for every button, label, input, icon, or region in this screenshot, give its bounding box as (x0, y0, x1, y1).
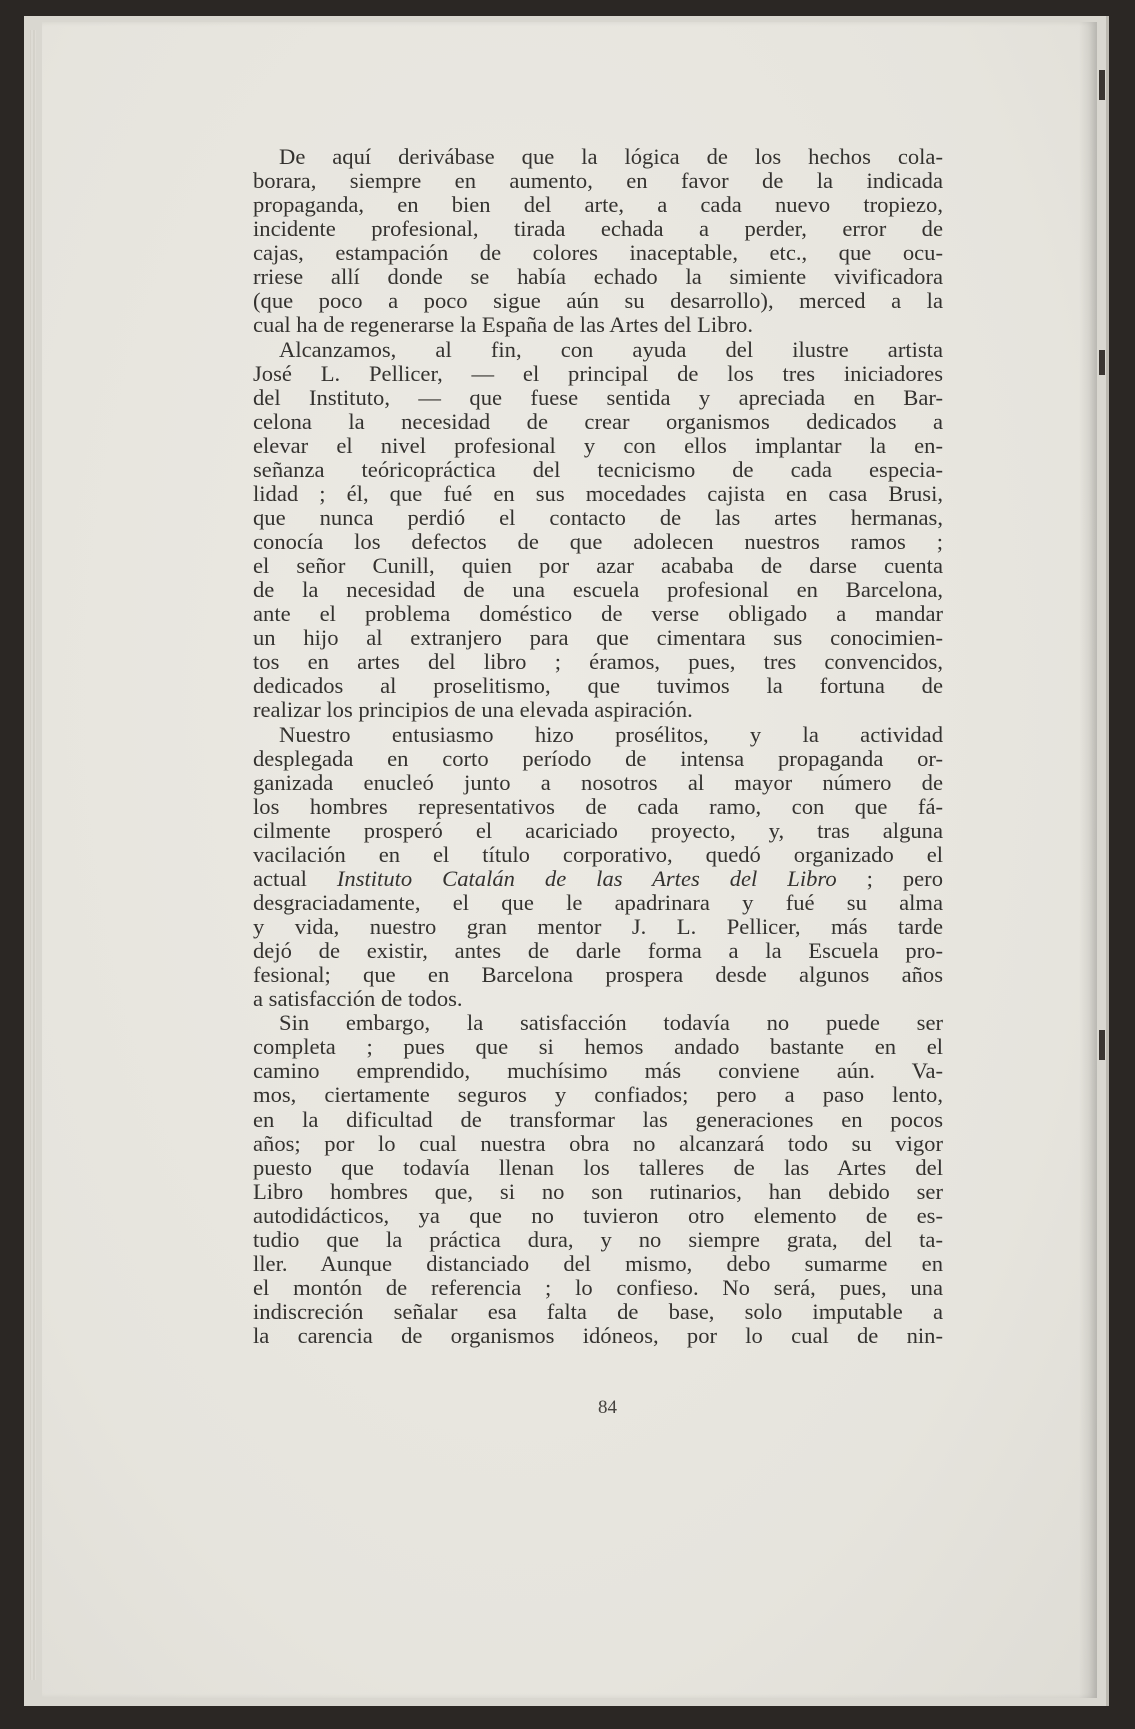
text-line: dedicados al proselitismo, que tuvimos la fortuna de (253, 673, 943, 699)
text-fragment: ; pero (866, 865, 943, 891)
text-line: ganizada enucleó junto a nosotros al mayor número de (253, 769, 943, 795)
text-line: Alcanzamos, al fin, con ayuda del ilustre artista (279, 336, 943, 362)
binding-mark (1099, 1030, 1105, 1060)
text-line: lidad ; él, que fué en sus mocedades cajista en casa Brusi, (253, 480, 943, 506)
text-line: a satisfacción de todos. (253, 986, 463, 1012)
text-line: completa ; pues que si hemos andado bastante en el (253, 1034, 943, 1060)
text-line: cilmente prosperó el acariciado proyecto, y, tras alguna (253, 817, 943, 843)
text-line: de la necesidad de una escuela profesional en Barcelona, (253, 577, 943, 603)
text-line: el señor Cunill, quien por azar acababa de darse cuenta (253, 553, 943, 579)
text-line: rriese allí donde se había echado la simiente vivificadora (253, 264, 943, 290)
text-line: De aquí derivábase que la lógica de los hechos cola- (279, 144, 943, 169)
text-line: puesto que todavía llenan los talleres de las Artes del (253, 1154, 943, 1180)
text-line: indiscreción señalar esa falta de base, solo imputable a (253, 1299, 943, 1324)
text-line: cual ha de regenerarse la España de las Artes del Libro. (253, 312, 753, 338)
page-edges (30, 30, 36, 1680)
text-line: camino emprendido, muchísimo más conviene aún. Va- (253, 1058, 943, 1084)
text-line: que nunca perdió el contacto de las artes hermanas, (253, 504, 943, 530)
page-number-text: 84 (598, 1397, 617, 1418)
text-line: el montón de referencia ; lo confieso. No será, pues, una (253, 1274, 943, 1300)
text-line: un hijo al extranjero para que cimentara sus conocimien- (253, 625, 943, 651)
body-text (253, 145, 943, 1348)
text-line: desplegada en corto período de intensa propaganda or- (253, 745, 943, 771)
text-line: realizar los principios de una elevada aspiración. (253, 697, 693, 723)
institute-name: Instituto Catalán de las Artes del Libro (336, 865, 837, 891)
text-line: ante el problema doméstico de verse obligado a mandar (253, 601, 943, 627)
text-line: autodidácticos, ya que no tuvieron otro elemento de es- (253, 1202, 943, 1228)
text-line: cajas, estampación de colores inaceptable, etc., que ocu- (253, 240, 943, 266)
text-line: dejó de existir, antes de darle forma a la Escuela pro- (253, 938, 943, 964)
text-line: desgraciadamente, el que le apadrinara y fué su alma (253, 889, 943, 915)
text-line: en la dificultad de transformar las generaciones en pocos (253, 1106, 943, 1132)
text-line: ller. Aunque distanciado del mismo, debo sumarme en (253, 1250, 943, 1276)
text-line: y vida, nuestro gran mentor J. L. Pellicer, más tarde (253, 914, 943, 939)
text-line: años; por lo cual nuestra obra no alcanzará todo su vigor (253, 1130, 943, 1156)
text-line: elevar el nivel profesional y con ellos implantar la en- (253, 432, 943, 458)
text-line: conocía los defectos de que adolecen nuestros ramos ; (253, 529, 943, 554)
text-line: tos en artes del libro ; éramos, pues, tres convencidos, (253, 649, 943, 675)
text-fragment: actual (253, 865, 307, 891)
text-line: borara, siempre en aumento, en favor de la indicada (253, 168, 943, 194)
text-line: incidente profesional, tirada echada a perder, error de (253, 216, 943, 242)
text-line: celona la necesidad de crear organismos dedicados a (253, 408, 943, 434)
binding-mark (1099, 350, 1105, 375)
text-line: José L. Pellicer, — el principal de los tres iniciadores (253, 360, 943, 386)
text-line: mos, ciertamente seguros y confiados; pero a paso lento, (253, 1082, 943, 1108)
text-line: (que poco a poco sigue aún su desarrollo), merced a la (253, 288, 943, 314)
text-line: tudio que la práctica dura, y no siempre grata, del ta- (253, 1226, 943, 1252)
text-line: Libro hombres que, si no son rutinarios, han debido ser (253, 1178, 943, 1204)
text-line: los hombres representativos de cada ramo, con que fá- (253, 793, 943, 819)
text-line: señanza teóricopráctica del tecnicismo de cada especia- (253, 456, 943, 482)
text-line: Nuestro entusiasmo hizo prosélitos, y la actividad (279, 721, 943, 747)
text-line: vacilación en el título corporativo, quedó organizado el (253, 841, 943, 867)
page-number (0, 1397, 1135, 1419)
text-line: propaganda, en bien del arte, a cada nuevo tropiezo, (253, 192, 943, 218)
text-line: la carencia de organismos idóneos, por lo cual de nin- (253, 1323, 943, 1349)
text-line (253, 867, 943, 891)
text-line: Sin embargo, la satisfacción todavía no puede ser (279, 1010, 943, 1036)
text-line: del Instituto, — que fuese sentida y apreciada en Bar- (253, 384, 943, 410)
binding-mark (1099, 70, 1105, 100)
gutter-shadow (1079, 22, 1097, 1698)
text-line: fesional; que en Barcelona prospera desde algunos años (253, 962, 943, 988)
